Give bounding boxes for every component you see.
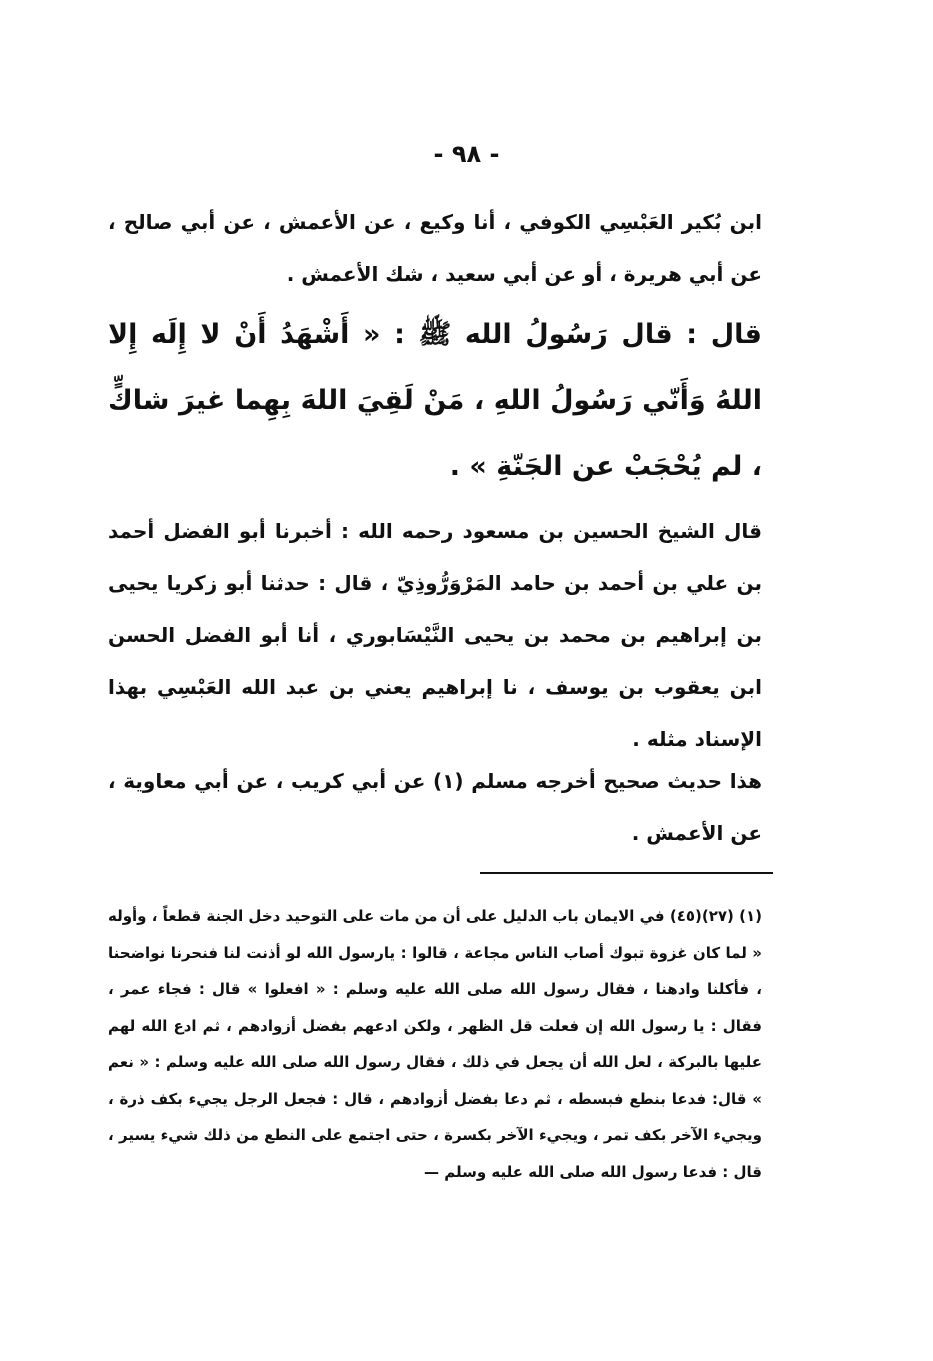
page-number: - ٩٨ - — [433, 140, 500, 168]
paragraph-second-isnad: قال الشيخ الحسين بن مسعود رحمه الله : أخبرنا أبو الفضل أحمد بن علي بن أحمد بن حامد المَرْوَرُّوذِيّ ، قال : حدثنا أبو زكريا يحيى بن إبراهيم بن محمد بن يحيى النَّيْسَابوري ، أنا أبو الفضل الحسن ابن يعقوب بن يوسف ، نا إبراهيم يعني بن عبد الله العَبْسِي بهذا الإسناد مثله . — [108, 519, 762, 751]
footnote-separator — [480, 872, 773, 874]
paragraph-isnad: ابن بُكير العَبْسِي الكوفي ، أنا وكيع ، عن الأعمش ، عن أبي صالح ، عن أبي هريرة ، أو عن أبي سعيد ، شك الأعمش . — [108, 210, 762, 286]
paragraph-hadith-matn: قال : قال رَسُولُ الله ﷺ : « أَشْهَدُ أَنْ لا إِلَه إِلا اللهُ وَأَنّي رَسُولُ اللهِ ، مَنْ لَقِيَ اللهَ بِهِما غيرَ شاكٍّ ، لم يُحْجَبْ عن الجَنّةِ » . — [108, 319, 762, 482]
footnote: (١) (٢٧)(٤٥) في الايمان باب الدليل على أن من مات على التوحيد دخل الجنة قطعاً ، وأوله « لما كان غزوة تبوك أصاب الناس مجاعة ، قالوا : يارسول الله لو أذنت لنا فنحرنا نواضحنا ، فأكلنا وادهنا ، فقال رسول الله صلى الله عليه وسلم : « افعلوا » قال : فجاء عمر ، فقال : يا رسول الله إن فعلت قل الظهر ، ولكن ادعهم بفضل أزوادهم ، ثم ادع الله لهم عليها بالبركة ، لعل الله أن يجعل في ذلك ، فقال رسول الله صلى الله عليه وسلم : « نعم » قال: فدعا بنطع فبسطه ، ثم دعا بفضل أزوادهم ، قال : فجعل الرجل يجيء بكف ذرة ، ويجيء الآخر بكف تمر ، ويجيء الآخر بكسرة ، حتى اجتمع على النطع من ذلك شيء يسير ، قال : فدعا رسول الله صلى الله عليه وسلم — — [107, 907, 762, 1181]
paragraph-grading: هذا حديث صحيح أخرجه مسلم (١) عن أبي كريب ، عن أبي معاوية ، عن الأعمش . — [108, 769, 762, 845]
